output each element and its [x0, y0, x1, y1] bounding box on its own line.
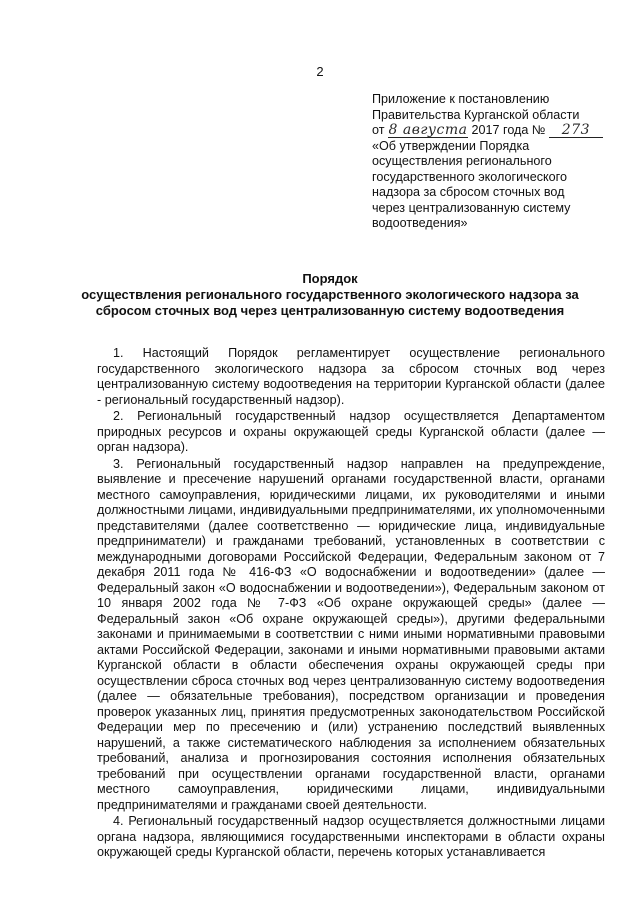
paragraph-3: 3. Региональный государственный надзор направлен на предупреждение, выявление и пресечение нарушений органами государственной власти, органами местного самоуправления, юридическими лицами, их руководителями и иными должностными лицами, индивидуальными предпринимателями, их уполномоченными представителями (далее соответственно — юридические лица, индивидуальные предприниматели) и гражданами требований, установленных в соответствии с международными договорами Российской Федерации, Федеральным законом от 7 декабря 2011 года № 416-ФЗ «О водоснабжении и водоотведении» (далее — Федеральный закон «О водоснабжении и водоотведении»), Федеральным законом от 10 января 2002 года № 7-ФЗ «Об охране окружающей среды» (далее — Федеральный закон «Об охране окружающей среды»), другими федеральными законами и принимаемыми в соответствии с ними иными нормативными правовыми актами Российской Федерации, законами и иными нормативными правовыми актами Курганской области в области обеспечения охраны окружающей среды при осуществлении сброса сточных вод через централизованную систему водоотведения (далее — обязательные требования), посредством организации и проведения проверок указанных лиц, принятия предусмотренных законодательством Российской Федерации мер по пресечению и (или) устранению последствий выявленных нарушений, а также систематического наблюдения за исполнением обязательных требований, анализа и прогнозирования состояния исполнения обязательных требований при осуществлении органами государственной власти, органами местного самоуправления, юридическими лицами, индивидуальными предпринимателями и гражданами своей деятельности. — [97, 456, 605, 812]
appendix-line: через централизованную систему — [372, 200, 571, 215]
document-title — [60, 271, 600, 319]
title-line: сбросом сточных вод через централизованную систему водоотведения — [95, 303, 565, 318]
handwritten-date: 8 августа — [388, 122, 468, 138]
appendix-line: надзора за сбросом сточных вод — [372, 185, 565, 199]
appendix-line: государственного экологического — [372, 169, 567, 184]
appendix-line: Правительства Курганской области — [372, 107, 580, 122]
appendix-line: водоотведения» — [372, 216, 468, 230]
handwritten-number: 273 — [549, 124, 603, 138]
appendix-block — [372, 92, 622, 232]
page-number: 2 — [316, 64, 324, 79]
appendix-date-line — [372, 123, 622, 139]
paragraph-4: 4. Региональный государственный надзор осуществляется должностными лицами органа надзора, являющимися государственными инспекторами в области охраны окружающей среды Курганской области, перечень которых устанавливается — [97, 814, 605, 859]
paragraph-2: 2. Региональный государственный надзор осуществляется Департаментом природных ресурсов и охраны окружающей среды Курганской области (далее — орган надзора). — [97, 409, 605, 454]
title-line: Порядок — [302, 271, 358, 286]
appendix-line: «Об утверждении Порядка — [372, 138, 530, 153]
appendix-line: Приложение к постановлению — [372, 92, 550, 106]
document-body — [97, 346, 605, 862]
appendix-line: осуществления регионального — [372, 154, 552, 168]
title-line: осуществления регионального государственного экологического надзора за — [81, 287, 579, 302]
year-text: 2017 года № — [471, 123, 546, 137]
date-prefix: от — [372, 123, 385, 137]
paragraph-1: 1. Настоящий Порядок регламентирует осуществление регионального государственного экологического надзора за сбросом сточных вод через централизованную систему водоотведения на территории Курганской области (далее - региональный государственный надзор). — [97, 346, 605, 407]
